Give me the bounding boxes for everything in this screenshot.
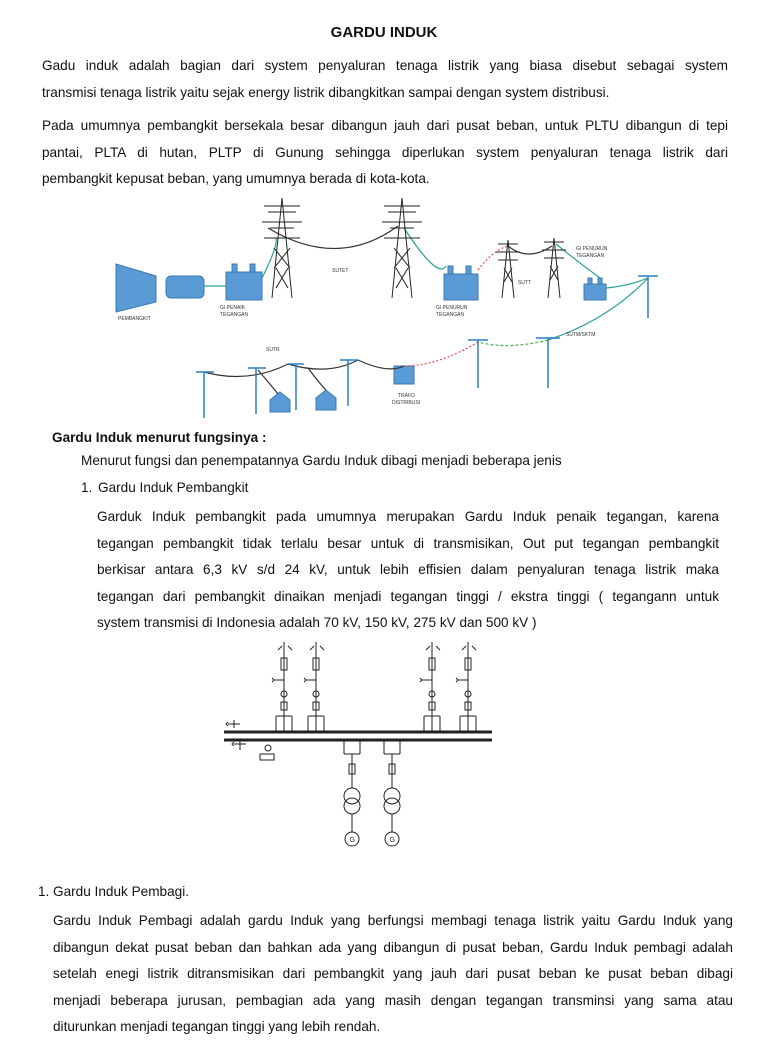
paragraph-line: Garduk Induk pembangkit pada umumnya merupakan Gardu Induk penaik tegangan, karena [97, 509, 719, 524]
section-heading: Gardu Induk menurut fungsinya : [52, 430, 267, 445]
paragraph-line: berkisar antara 6,3 kV s/d 24 kV, untuk lebih effisien dalam penyaluran tenaga listrik maka [97, 562, 719, 577]
list-number: 1. [81, 480, 93, 495]
paragraph-line: dibangun dekat pusat beban dan bahkan ada yang dibangun di pusat beban, Gardu Induk pembagi adalah [53, 939, 733, 955]
label-gi-penurun-a: TEGANGAN [436, 312, 465, 318]
house-icon [316, 390, 336, 410]
section-intro: Menurut fungsi dan penempatannya Gardu Induk dibagi menjadi beberapa jenis [81, 453, 562, 468]
list-item [81, 480, 248, 495]
paragraph-line: tegangan dari pembangkit dinaikan menjadi tegangan tinggi / ekstra tinggi ( tegangann untuk [97, 588, 719, 604]
label-gi-penurun-b: GI PENURUN [576, 246, 608, 252]
label-gi-penurun-a: GI PENURUN [436, 305, 468, 311]
paragraph-line: Pada umumnya pembangkit bersekala besar dibangun jauh dari pusat beban, untuk PLTU dibangun di tepi [42, 118, 728, 133]
label-gi-penaik: GI PENAIK [220, 305, 246, 311]
paragraph-line: setelah enegi listrik ditransmisikan dari pembangkit yang jauh dari pusat beban ke pusat beban dibagi [53, 966, 733, 981]
paragraph-line: pantai, PLTA di hutan, PLTP di Gunung sehingga diperlukan system penyaluran tenaga listrik dari [42, 144, 728, 160]
feeder-bay [456, 642, 476, 732]
list-item-title: Gardu Induk Pembangkit [98, 480, 249, 495]
paragraph-line: Gardu Induk Pembagi adalah gardu Induk yang berfungsi membagi tenaga listrik yaitu Gardu Induk yang [53, 913, 733, 928]
generator-shape [166, 276, 204, 298]
paragraph-line: diturunkan menjadi tegangan tinggi yang lebih rendah. [53, 1019, 381, 1034]
gi-penaik-transformer [226, 272, 262, 300]
label-gi-penaik: TEGANGAN [220, 312, 249, 318]
label-sutet: SUTET [332, 268, 349, 274]
sutt-tower-2 [542, 238, 566, 298]
feeder-bay [272, 642, 292, 732]
generator-turbine-shape [116, 264, 156, 312]
paragraph-line: menjadi beberapa jurusan, pembagian ada yang masih dengan tegangan transminsi yang sama atau [53, 992, 733, 1008]
generator-bay [344, 740, 360, 846]
house-icon [270, 392, 290, 412]
gi-penurun-a-transformer [444, 274, 478, 300]
sutet-tower-2 [382, 198, 422, 298]
gi-penurun-b-transformer [584, 284, 606, 300]
label-gi-penurun-b: TEGANGAN [576, 253, 605, 259]
label-trafo: TRAFO [398, 393, 415, 399]
label-pembangkit: PEMBANGKIT [118, 316, 151, 322]
paragraph-line: pembangkit kepusat beban, yang umumnya berada di kota-kota. [42, 171, 430, 186]
generator-label: G [389, 837, 395, 844]
paragraph-line: Gadu induk adalah bagian dari system penyaluran tenaga listrik yang biasa disebut sebagai system [42, 58, 728, 73]
label-sutm: SUTM/SKTM [566, 332, 596, 338]
paragraph-gi-pembangkit [97, 504, 719, 637]
generator-label: G [349, 837, 355, 844]
paragraph-line: tegangan pembangkit tidak terlalu besar untuk di transmisikan, Out put tegangan pembangkit [97, 535, 719, 551]
paragraph-line: system transmisi di Indonesia adalah 70 kV, 150 kV, 275 kV dan 500 kV ) [97, 615, 537, 630]
single-line-diagram [220, 636, 500, 852]
feeder-bay [304, 642, 324, 732]
label-sutr: SUTR [266, 347, 280, 353]
document-title: GARDU INDUK [330, 24, 438, 41]
transmission-system-diagram [108, 188, 668, 426]
paragraph-line: transmisi tenaga listrik yaitu sejak energy listrik dibangkitkan sampai dengan system distribusi. [42, 84, 610, 100]
paragraph-pembangkit [42, 113, 728, 193]
sutet-tower-1 [262, 198, 302, 298]
list-item-title: Gardu Induk Pembagi. [53, 884, 190, 899]
label-sutt: SUTT [518, 280, 532, 286]
paragraph-intro [42, 53, 728, 106]
list-item [38, 884, 189, 899]
feeder-bay [420, 642, 440, 732]
generator-bay [384, 740, 400, 846]
sutt-tower-1 [496, 240, 520, 298]
paragraph-gi-pembagi [53, 908, 733, 1041]
label-trafo: DISTRIBUSI [392, 400, 421, 406]
list-number: 1. [38, 884, 50, 899]
